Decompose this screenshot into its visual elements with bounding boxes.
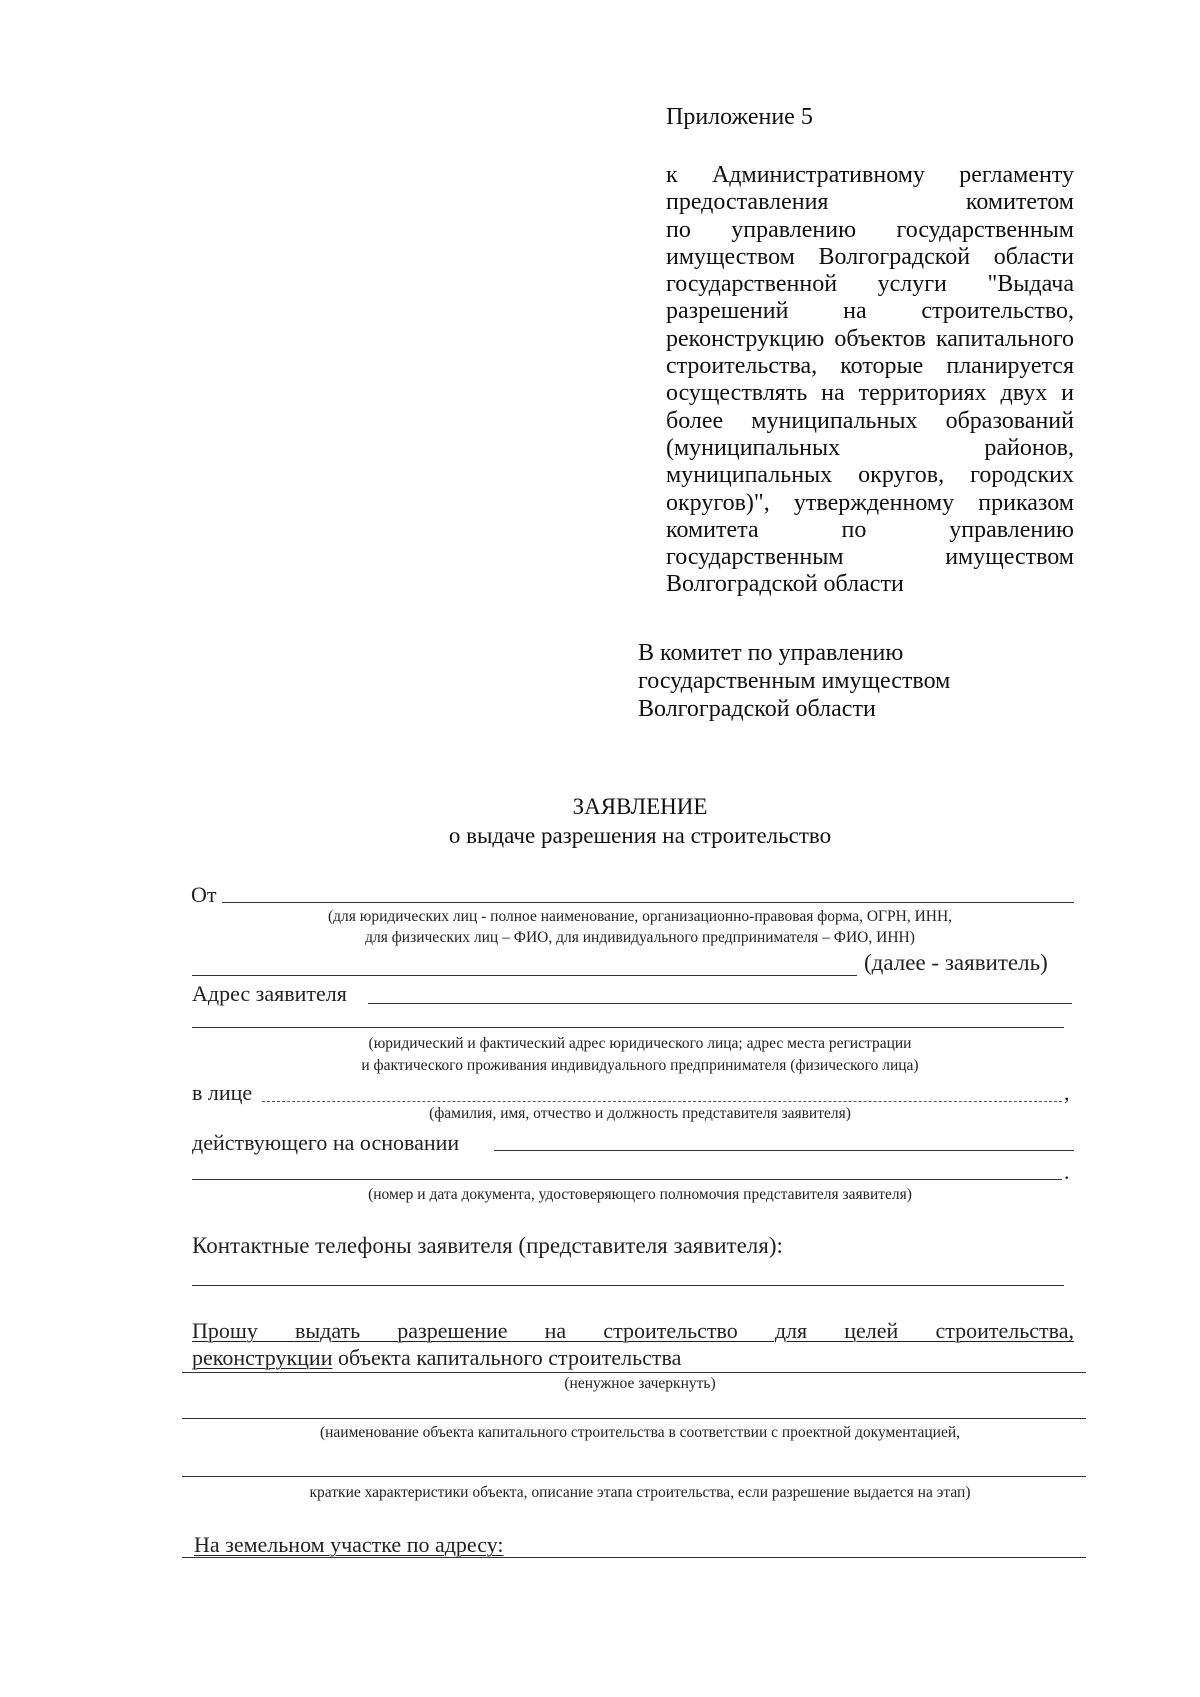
request-line [192, 1318, 1074, 1344]
applicant-suffix: (далее - заявитель) [864, 950, 1048, 975]
regulation-line: (муниципальных районов, [666, 434, 1074, 461]
regulation-line: строительства, которые планируется [666, 353, 1074, 380]
document-title: ЗАЯВЛЕНИЕ [572, 794, 708, 819]
request-note: (ненужное зачеркнуть) [564, 1375, 716, 1392]
from-note: (для юридических лиц - полное наименование, организационно-правовая форма, ОГРН, ИНН, [327, 908, 953, 925]
regulation-line: предоставления комитетом [666, 189, 1074, 216]
request-text: Прошу выдать разрешение на строительство для целей строительства, [192, 1318, 1074, 1343]
regulation-line: к Административному регламенту [666, 162, 1074, 188]
basis-period: . [1064, 1159, 1070, 1184]
person-comma: , [1064, 1080, 1070, 1105]
regulation-line: по управлению государственным [666, 216, 1074, 243]
regulation-line: разрешений на строительство, [666, 298, 1074, 325]
regulation-line: осуществлять на территориях двух и [666, 380, 1074, 407]
regulation-line: Волгоградской области [666, 571, 904, 598]
address-field-2[interactable] [192, 1027, 1064, 1028]
regulation-line: более муниципальных образований [666, 407, 1074, 434]
from-label: От [191, 882, 217, 907]
address-label: Адрес заявителя [192, 981, 347, 1006]
person-field[interactable] [262, 1101, 1062, 1102]
addressee-line: В комитет по управлению [638, 640, 904, 666]
basis-field-2[interactable] [192, 1179, 1062, 1180]
address-note: и фактического проживания индивидуального предпринимателя (физического лица) [361, 1057, 919, 1074]
object-note: (наименование объекта капитального строительства в соответствии с проектной документацией, [319, 1424, 961, 1441]
regulation-line: комитета по управлению [666, 516, 1074, 543]
object-field-2[interactable] [182, 1476, 1086, 1477]
object-note: краткие характеристики объекта, описание этапа строительства, если разрешение выдается на этап) [309, 1484, 971, 1501]
request-line-2 [192, 1345, 681, 1371]
object-field[interactable] [182, 1418, 1086, 1419]
regulation-line: муниципальных округов, городских [666, 462, 1074, 489]
regulation-line: государственной услуги "Выдача [666, 271, 1074, 298]
request-field[interactable] [182, 1372, 1086, 1373]
regulation-line: округов)", утвержденному приказом [666, 489, 1074, 516]
from-note: для физических лиц – ФИО, для индивидуального предпринимателя – ФИО, ИНН) [365, 929, 915, 946]
regulation-line: реконструкцию объектов капитального [666, 325, 1074, 352]
land-label [194, 1532, 504, 1558]
request-object-text: объекта капитального строительства [332, 1345, 682, 1370]
appendix-label: Приложение 5 [666, 104, 813, 130]
request-option-reconstruction[interactable]: реконструкции [192, 1345, 333, 1370]
document-subtitle: о выдаче разрешения на строительство [448, 823, 832, 848]
phones-label: Контактные телефоны заявителя (представителя заявителя): [192, 1233, 783, 1258]
applicant-field[interactable] [192, 975, 857, 976]
regulation-line: имуществом Волгоградской области [666, 243, 1074, 270]
land-field[interactable] [182, 1557, 1086, 1558]
person-note: (фамилия, имя, отчество и должность представителя заявителя) [429, 1105, 851, 1122]
basis-field[interactable] [494, 1150, 1074, 1151]
person-label: в лице [192, 1080, 253, 1105]
address-note: (юридический и фактический адрес юридического лица; адрес места регистрации [368, 1035, 912, 1052]
basis-label: действующего на основании [192, 1130, 460, 1155]
regulation-line: государственным имуществом [666, 544, 1074, 571]
addressee-line: Волгоградской области [638, 696, 876, 722]
address-field[interactable] [368, 1003, 1072, 1004]
regulation-reference [666, 162, 1074, 599]
from-field[interactable] [222, 902, 1074, 903]
basis-note: (номер и дата документа, удостоверяющего полномочия представителя заявителя) [368, 1186, 912, 1203]
addressee-line: государственным имуществом [638, 668, 951, 694]
land-label-text: На земельном участке по адресу: [194, 1532, 504, 1557]
phones-field[interactable] [192, 1285, 1064, 1286]
